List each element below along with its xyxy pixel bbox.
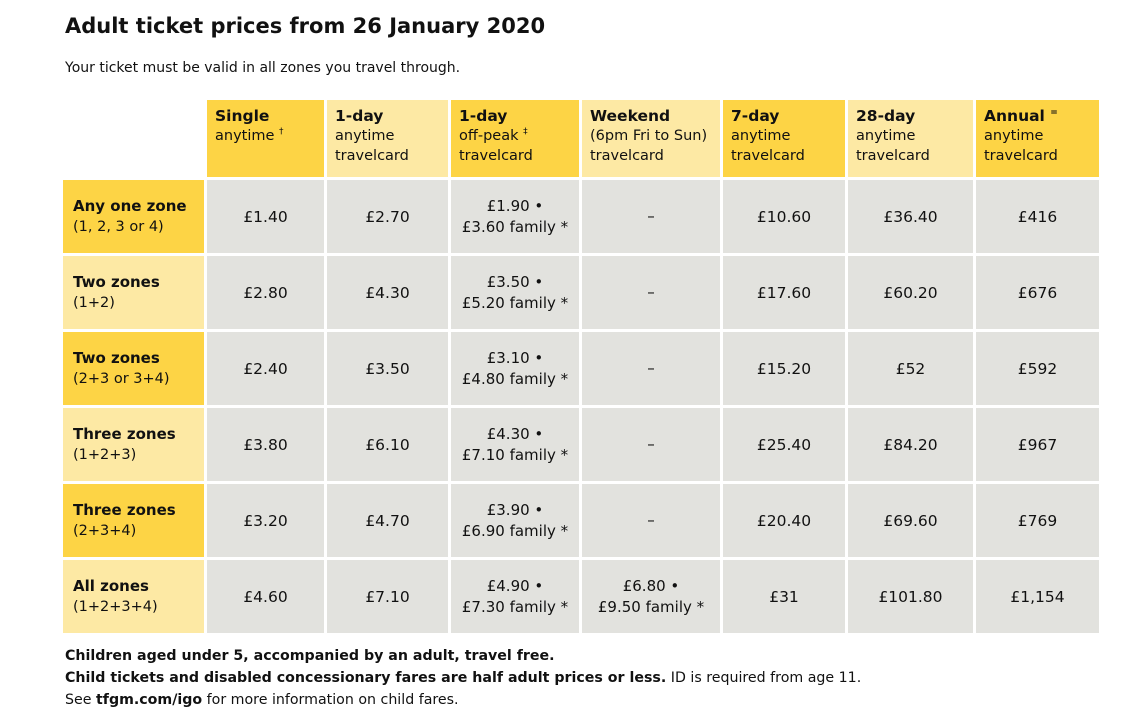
col-header-line3: travelcard — [856, 148, 930, 164]
page-subtitle: Your ticket must be valid in all zones you travel through. — [65, 60, 461, 76]
col-header-28day — [848, 100, 973, 177]
row-header — [63, 180, 204, 253]
price-single: £2.80 — [207, 256, 324, 329]
row-header-zones: (2+3+4) — [73, 523, 137, 539]
price-weekend — [582, 256, 720, 329]
price-weekend-adult: – — [647, 435, 655, 453]
price-7day: £15.20 — [723, 332, 845, 405]
price-annual: £967 — [976, 408, 1099, 481]
equals-mark: = — [1050, 107, 1058, 118]
price-1day-anytime: £3.50 — [327, 332, 448, 405]
table-corner — [63, 100, 204, 177]
price-annual: £769 — [976, 484, 1099, 557]
col-header-line1: Annual — [984, 107, 1045, 125]
price-weekend — [582, 408, 720, 481]
price-offpeak-adult: £3.10 • — [486, 348, 544, 367]
price-offpeak-adult: £3.90 • — [486, 500, 544, 519]
price-offpeak-family: £6.90 family * — [461, 521, 569, 540]
row-header-zones: (1+2) — [73, 295, 115, 311]
page-title: Adult ticket prices from 26 January 2020 — [65, 14, 546, 38]
row-header-title: Any one zone — [73, 197, 187, 215]
price-offpeak-family: £4.80 family * — [461, 369, 569, 388]
price-7day: £31 — [723, 560, 845, 633]
price-1day-offpeak — [451, 256, 579, 329]
price-annual: £416 — [976, 180, 1099, 253]
row-header — [63, 484, 204, 557]
col-header-line1: 1-day — [335, 107, 384, 125]
footnote-see: See — [65, 692, 96, 708]
col-header-annual — [976, 100, 1099, 177]
price-1day-offpeak — [451, 408, 579, 481]
col-header-1day-anytime — [327, 100, 448, 177]
price-single: £2.40 — [207, 332, 324, 405]
price-28day: £101.80 — [848, 560, 973, 633]
row-header-zones: (1+2+3) — [73, 447, 137, 463]
price-weekend-adult: – — [647, 511, 655, 529]
col-header-line3: travelcard — [984, 148, 1058, 164]
footnote-more-info-rest: for more information on child fares. — [202, 692, 459, 708]
col-header-line1: Weekend — [590, 107, 671, 125]
row-header — [63, 332, 204, 405]
price-weekend — [582, 180, 720, 253]
col-header-1day-offpeak — [451, 100, 579, 177]
price-offpeak-adult: £1.90 • — [486, 196, 544, 215]
price-annual: £592 — [976, 332, 1099, 405]
price-offpeak-adult: £4.30 • — [486, 424, 544, 443]
price-1day-anytime: £7.10 — [327, 560, 448, 633]
col-header-line3: travelcard — [459, 148, 533, 164]
price-weekend-adult: – — [647, 283, 655, 301]
col-header-line1: 1-day — [459, 107, 508, 125]
col-header-line2: off-peak — [459, 128, 519, 144]
price-28day: £84.20 — [848, 408, 973, 481]
footnote-children-free: Children aged under 5, accompanied by an adult, travel free. — [65, 648, 555, 664]
price-single: £4.60 — [207, 560, 324, 633]
col-header-line2: anytime — [215, 128, 275, 144]
price-weekend-adult: – — [647, 359, 655, 377]
price-offpeak-family: £5.20 family * — [461, 293, 569, 312]
price-28day: £36.40 — [848, 180, 973, 253]
price-offpeak-adult: £3.50 • — [486, 272, 544, 291]
price-7day: £20.40 — [723, 484, 845, 557]
col-header-line2: (6pm Fri to Sun) — [590, 128, 708, 144]
col-header-line2: anytime — [731, 128, 791, 144]
col-header-line2: anytime — [984, 128, 1044, 144]
price-1day-offpeak — [451, 484, 579, 557]
col-header-line1: Single — [215, 107, 270, 125]
row-header — [63, 408, 204, 481]
row-header — [63, 256, 204, 329]
price-7day: £25.40 — [723, 408, 845, 481]
col-header-7day — [723, 100, 845, 177]
row-header-zones: (2+3 or 3+4) — [73, 371, 170, 387]
col-header-line3: travelcard — [590, 148, 664, 164]
price-7day: £17.60 — [723, 256, 845, 329]
col-header-line2: anytime — [856, 128, 916, 144]
price-weekend — [582, 484, 720, 557]
footnote-more-info — [65, 692, 459, 708]
col-header-single — [207, 100, 324, 177]
price-single: £3.20 — [207, 484, 324, 557]
footnote-child-fares-bold: Child tickets and disabled concessionary fares are half adult prices or less. — [65, 670, 667, 686]
price-1day-anytime: £6.10 — [327, 408, 448, 481]
price-1day-anytime: £4.70 — [327, 484, 448, 557]
price-1day-anytime: £4.30 — [327, 256, 448, 329]
col-header-line1: 7-day — [731, 107, 780, 125]
price-offpeak-family: £3.60 family * — [461, 217, 569, 236]
row-header-zones: (1+2+3+4) — [73, 599, 158, 615]
row-header-title: Two zones — [73, 273, 160, 291]
dagger-mark: † — [279, 127, 284, 138]
tfgm-link[interactable]: tfgm.com/igo — [95, 692, 203, 708]
footnote-child-fares — [65, 670, 861, 686]
price-weekend — [582, 560, 720, 633]
col-header-line1: 28-day — [856, 107, 916, 125]
col-header-line3: travelcard — [335, 148, 409, 164]
col-header-weekend — [582, 100, 720, 177]
price-weekend — [582, 332, 720, 405]
row-header-zones: (1, 2, 3 or 4) — [73, 219, 164, 235]
row-header-title: All zones — [73, 577, 149, 595]
col-header-line3: travelcard — [731, 148, 805, 164]
price-1day-offpeak — [451, 180, 579, 253]
fare-table — [63, 100, 1086, 632]
price-weekend-adult: £6.80 • — [622, 576, 680, 595]
row-header-title: Three zones — [73, 425, 176, 443]
price-offpeak-family: £7.30 family * — [461, 597, 569, 616]
price-annual: £1,154 — [976, 560, 1099, 633]
price-1day-offpeak — [451, 560, 579, 633]
price-weekend-family: £9.50 family * — [597, 597, 705, 616]
price-1day-anytime: £2.70 — [327, 180, 448, 253]
double-dagger-mark: ‡ — [523, 127, 528, 138]
price-offpeak-adult: £4.90 • — [486, 576, 544, 595]
price-28day: £69.60 — [848, 484, 973, 557]
price-7day: £10.60 — [723, 180, 845, 253]
price-offpeak-family: £7.10 family * — [461, 445, 569, 464]
col-header-line2: anytime — [335, 128, 395, 144]
footnote-id-required: ID is required from age 11. — [666, 670, 862, 686]
price-28day: £52 — [848, 332, 973, 405]
price-1day-offpeak — [451, 332, 579, 405]
row-header — [63, 560, 204, 633]
price-28day: £60.20 — [848, 256, 973, 329]
price-single: £3.80 — [207, 408, 324, 481]
row-header-title: Two zones — [73, 349, 160, 367]
row-header-title: Three zones — [73, 501, 176, 519]
price-weekend-adult: – — [647, 207, 655, 225]
price-single: £1.40 — [207, 180, 324, 253]
price-annual: £676 — [976, 256, 1099, 329]
